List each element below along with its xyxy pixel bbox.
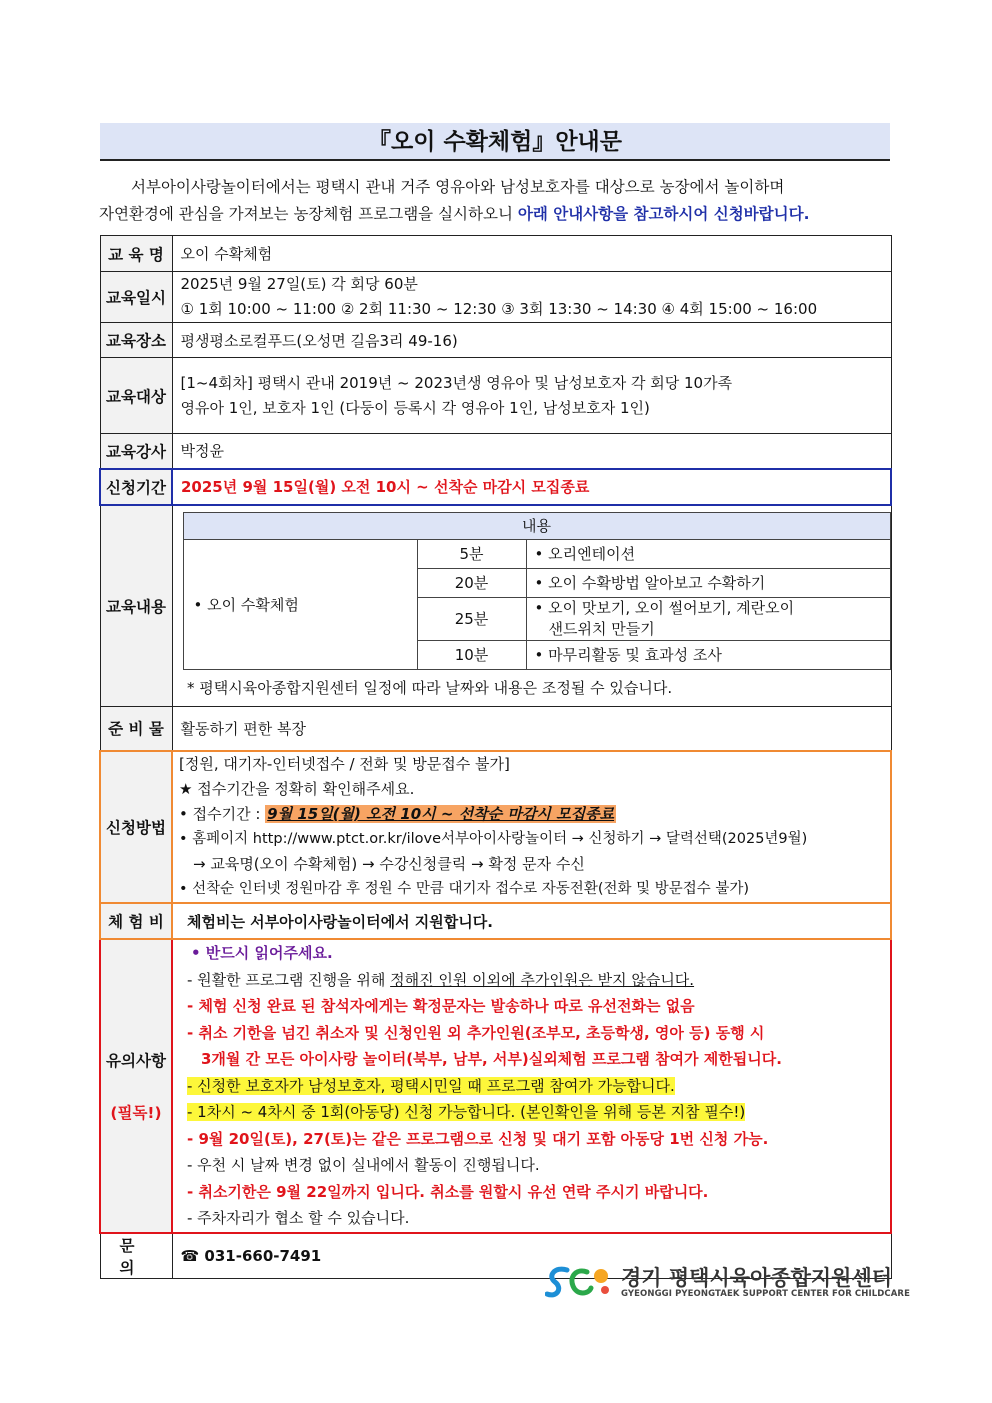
note-4	[187, 1073, 882, 1100]
value-name: 오이 수확체험	[172, 236, 891, 272]
row-place	[100, 323, 891, 358]
content-time-1: 5분	[417, 539, 526, 568]
datetime-line-1: 2025년 9월 27일(토) 각 회당 60분	[180, 275, 418, 293]
label-fee: 체 험 비	[100, 903, 172, 939]
content-desc-1: • 오리엔테이션	[526, 539, 890, 568]
method-period-prefix: • 접수기간 :	[179, 805, 266, 823]
row-target	[100, 358, 891, 434]
note-0: • 반드시 읽어주세요.	[191, 944, 333, 962]
label-contact: 문 의	[100, 1233, 172, 1279]
method-line-6: • 선착순 인터넷 정원마감 후 정원 수 만큼 대기자 접수로 자동전환(전화 및 방문접수 불가)	[179, 881, 750, 897]
notes-label-must-read: (필독!)	[110, 1103, 162, 1122]
value-content	[172, 505, 891, 707]
value-place: 평생평소로컬푸드(오성면 길음3리 49-16)	[172, 323, 891, 358]
content-table	[183, 512, 891, 706]
center-logo-mark	[545, 1262, 615, 1302]
note-5-highlight: - 1차시 ~ 4차시 중 1회(아동당) 신청 가능합니다. (본인확인을 위해 등본 지참 필수!)	[187, 1103, 746, 1121]
content-desc-3b: 샌드위치 만들기	[548, 619, 655, 638]
intro-line-2	[99, 205, 809, 223]
target-line-1: [1~4회차] 평택시 관내 2019년 ~ 2023년생 영유아 및 남성보호자 각 회당 10가족	[180, 373, 733, 392]
note-1-underline: 정해진 인원 이외에 추가인원은 받지 않습니다.	[390, 970, 695, 989]
value-fee: 체험비는 서부아이사랑놀이터에서 지원합니다.	[172, 903, 891, 939]
row-period	[100, 469, 891, 505]
value-target	[172, 358, 891, 434]
method-period-highlight: 9월 15일(월) 오전 10시 ~ 선착순 마감시 모집종료	[267, 805, 615, 823]
label-teacher: 교육강사	[100, 434, 172, 469]
content-desc-2: • 오이 수확방법 알아보고 수확하기	[526, 568, 890, 597]
note-9: - 주차자리가 협소 할 수 있습니다.	[187, 1209, 410, 1227]
row-teacher	[100, 434, 891, 469]
label-place: 교육장소	[100, 323, 172, 358]
content-header: 내용	[183, 512, 890, 539]
page-title: 『오이 수확체험』안내문	[100, 123, 890, 161]
value-datetime	[172, 272, 891, 323]
target-line-2: 영유아 1인, 보호자 1인 (다둥이 등록시 각 영유아 1인, 남성보호자 1인)	[180, 398, 650, 417]
note-1-plain: - 원활한 프로그램 진행을 위해	[187, 970, 391, 989]
notes-label: 유의사항	[106, 1051, 166, 1070]
note-4-highlight: - 신청한 보호자가 남성보호자, 평택시민일 때 프로그램 참여가 가능합니다.	[187, 1076, 675, 1095]
note-3a: - 취소 기한을 넘긴 취소자 및 신청인원 외 추가인원(조부모, 초등학생, 영아 등) 동행 시	[187, 1023, 765, 1042]
intro-line-2-plain: 자연환경에 관심을 가져보는 농장체험 프로그램을 실시하오니	[99, 205, 518, 223]
value-period: 2025년 9월 15일(월) 오전 10시 ~ 선착순 마감시 모집종료	[172, 469, 891, 505]
value-prep: 활동하기 편한 복장	[172, 706, 891, 751]
row-content	[100, 505, 891, 707]
content-program: • 오이 수확체험	[183, 539, 417, 669]
value-contact: ☎ 031-660-7491	[172, 1233, 891, 1279]
note-5	[187, 1099, 882, 1126]
method-line-4: • 홈페이지 http://www.ptct.or.kr/ilove서부아이사랑놀이터 → 신청하기 → 달력선택(2025년9월)	[179, 831, 808, 847]
value-method	[172, 751, 891, 903]
content-desc-4: • 마무리활동 및 효과성 조사	[526, 640, 890, 669]
label-datetime: 교육일시	[100, 272, 172, 323]
row-prep	[100, 706, 891, 751]
center-logo-subtitle: GYEONGGI PYEONGTAEK SUPPORT CENTER FOR CHILDCARE	[621, 1289, 910, 1299]
label-method: 신청방법	[100, 751, 172, 903]
row-datetime	[100, 272, 891, 323]
row-method	[100, 751, 891, 903]
intro-line-1: 서부아이사랑놀이터에서는 평택시 관내 거주 영유아와 남성보호자를 대상으로 농장에서 놀이하며	[131, 178, 785, 196]
method-line-3	[179, 802, 882, 827]
value-notes	[172, 939, 891, 1233]
note-3b: 3개월 간 모든 아이사랑 놀이터(북부, 남부, 서부)실외체험 프로그램 참여가 제한됩니다.	[201, 1050, 782, 1068]
center-logo-name: 경기 평택시육아종합지원센터	[621, 1266, 893, 1290]
intro-text	[99, 174, 894, 228]
row-name	[100, 236, 891, 272]
row-notes	[100, 939, 891, 1233]
content-desc-3	[526, 597, 890, 640]
content-note: * 평택시육아종합지원센터 일정에 따라 날짜와 내용은 조정될 수 있습니다.	[183, 669, 890, 706]
label-prep: 준 비 물	[100, 706, 172, 751]
note-7: - 우천 시 날짜 변경 없이 실내에서 활동이 진행됩니다.	[187, 1156, 540, 1174]
note-2: - 체험 신청 완료 된 참석자에게는 확정문자는 발송하나 따로 유선전화는 없음	[187, 997, 695, 1015]
method-line-5: → 교육명(오이 수확체험) → 수강신청클릭 → 확정 문자 수신	[193, 855, 585, 873]
value-teacher: 박정윤	[172, 434, 891, 469]
label-target: 교육대상	[100, 358, 172, 434]
method-line-1: [정원, 대기자-인터넷접수 / 전화 및 방문접수 불가]	[179, 755, 510, 773]
label-content: 교육내용	[100, 505, 172, 707]
note-1	[187, 967, 882, 994]
content-desc-3a: • 오이 맛보기, 오이 썰어보기, 계란오이	[534, 598, 795, 617]
content-time-4: 10분	[417, 640, 526, 669]
label-period: 신청기간	[100, 469, 172, 505]
label-name: 교 육 명	[100, 236, 172, 272]
row-fee	[100, 903, 891, 939]
info-table	[99, 235, 892, 1279]
content-time-3: 25분	[417, 597, 526, 640]
label-notes	[100, 939, 172, 1233]
note-6: - 9월 20일(토), 27(토)는 같은 프로그램으로 신청 및 대기 포함 아동당 1번 신청 가능.	[187, 1129, 769, 1148]
center-logo	[545, 1262, 910, 1302]
method-line-2: ★ 접수기간을 정확히 확인해주세요.	[179, 780, 415, 798]
datetime-line-2: ① 1회 10:00 ~ 11:00 ② 2회 11:30 ~ 12:30 ③ 3회 13:30 ~ 14:30 ④ 4회 15:00 ~ 16:00	[180, 300, 818, 318]
intro-line-2-blue: 아래 안내사항을 참고하시어 신청바랍니다.	[517, 205, 810, 223]
content-time-2: 20분	[417, 568, 526, 597]
note-8: - 취소기한은 9월 22일까지 입니다. 취소를 원할시 유선 연락 주시기 바랍니다.	[187, 1182, 709, 1201]
